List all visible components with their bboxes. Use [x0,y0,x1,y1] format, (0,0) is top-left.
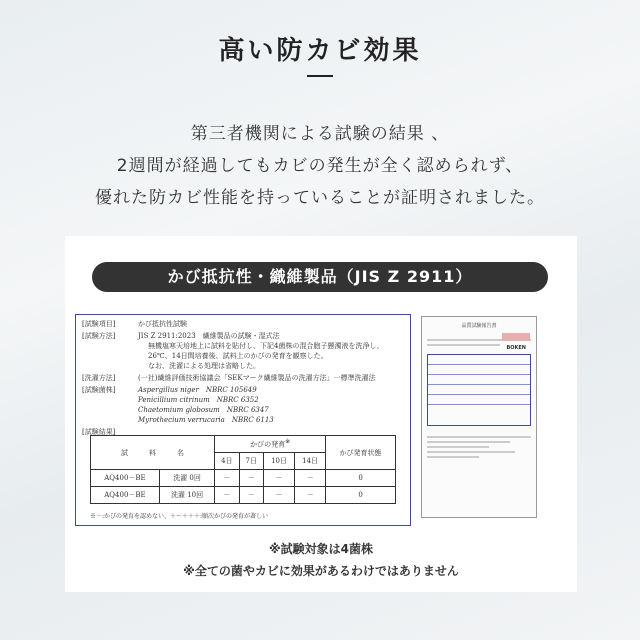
grid-line [428,385,530,395]
sample-name: AQ400－BE [91,487,160,504]
table-header-row [91,436,396,453]
note-effectiveness: ※全ての菌やカビに効果があるわけではありません [183,564,459,578]
growth-cell: － [295,470,326,487]
strain-item: Penicillium citrinum NBRC 6352 [138,396,259,404]
page-title [218,30,421,77]
grid-line [428,395,530,405]
method-line: なお、洗濯による処理は省略した。 [148,362,260,370]
table-header-day: 10日 [264,453,295,470]
table-header-growth [215,436,326,453]
placeholder-line [427,446,489,448]
note-strains: ※試験対象は4菌株 [268,542,374,556]
table-header-sample: 試 料 名 [91,436,215,470]
strain-row [82,385,404,425]
grid-line [428,375,530,385]
stamp-mark [502,333,530,341]
sample-name: AQ400－BE [91,470,160,487]
growth-cell: － [215,470,239,487]
page-title-text: 高い防カビ効果 [218,36,422,66]
growth-cell: － [295,487,326,504]
report-thumbnail-box [427,354,531,426]
placeholder-line [427,441,510,443]
sample-wash: 洗濯 10回 [159,487,214,504]
strain-label: [試験菌株] [82,386,116,394]
strain-item: Aspergillus niger NBRC 105649 [138,386,257,394]
table-header-state: かび発育状態 [326,436,396,470]
intro-line-2: 2週間が経過してもカビの発生が全く認められず、 [116,156,524,176]
result-label: [試験結果] [82,428,116,436]
test-result-card [65,236,577,592]
growth-cell: － [264,487,295,504]
grid-line [428,365,530,375]
heading-wrap [0,30,640,77]
method-line: 無機塩寒天培地上に試料を貼付し、下記4菌株の混合胞子懸濁液を洗浄し、 [148,342,384,350]
test-report-excerpt [75,314,411,526]
placeholder-line [427,456,479,458]
state-cell: 0 [326,470,396,487]
intro-line-1: 第三者機関による試験の結果 、 [190,124,450,144]
table-header-day: 7日 [239,453,263,470]
item-row [82,319,404,329]
method-line: 26℃、14日間培養後、試料上のかびの発育を観察した。 [148,352,328,360]
state-cell: 0 [326,487,396,504]
growth-cell: － [239,470,263,487]
strain-item: Myrothecium verrucaria NBRC 6113 [138,416,274,424]
growth-cell: － [239,487,263,504]
table-row [91,470,396,487]
method-line: JIS Z 2911:2023 繊維製品の試験・湿式法 [138,332,280,340]
table-footnote: ※－:かびの発育を認めない、＋～＋＋＋:順次かびの発育が著しい [90,513,269,520]
growth-cell: － [264,470,295,487]
method-label: [試験方法] [82,332,116,340]
item-label: [試験項目] [82,320,116,328]
title-underline [307,75,333,77]
card-title-pill: かび抵抗性・織維製品（JIS Z 2911） [92,262,548,292]
growth-cell: － [215,487,239,504]
placeholder-line [427,344,500,346]
item-value: かび抵抗性試験 [138,320,187,328]
result-table [90,435,396,504]
table-header-day: 4日 [215,453,239,470]
placeholder-line [427,451,515,453]
wash-row [82,373,404,383]
report-thumbnail-title: 品質試験報告書 [461,323,497,329]
strain-item: Chaetomium globosum NBRC 6347 [138,406,269,414]
report-brand: BOKEN [506,345,526,351]
disclaimer-notes [65,538,577,582]
table-row [91,487,396,504]
sample-wash: 洗濯 0回 [159,470,214,487]
wash-value: (一社)繊維評価技術協議会「SEKマーク繊維製品の洗濯方法」一標準洗濯法 [138,374,376,382]
intro-text [0,118,640,214]
wash-label: [洗濯方法] [82,374,116,382]
growth-footnote-mark: ※ [285,438,291,445]
growth-label: かびの発育 [250,440,286,449]
table-header-day: 14日 [295,453,326,470]
report-thumbnail [421,316,537,518]
intro-line-3: 優れた防カビ性能を持っていることが証明されました。 [95,188,545,208]
method-row [82,331,404,371]
grid-line [428,355,530,365]
placeholder-line [427,436,531,438]
